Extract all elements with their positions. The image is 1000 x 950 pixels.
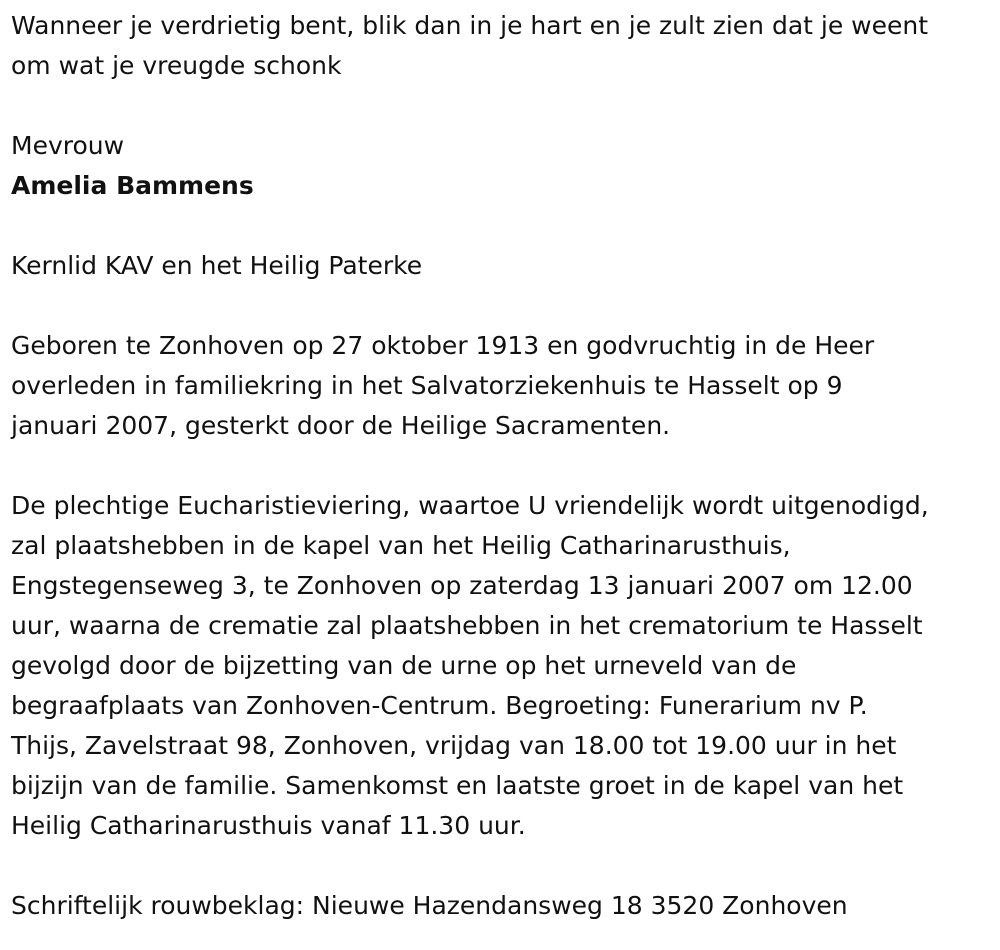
paragraph-line: Thijs, Zavelstraat 98, Zonhoven, vrijdag van 18.00 tot 19.00 uur in het (11, 731, 897, 760)
quote-line: om wat je vreugde schonk (11, 51, 342, 80)
paragraph-line: Heilig Catharinarusthuis vanaf 11.30 uur. (11, 811, 526, 840)
spacer (11, 86, 1000, 126)
condolence-address: Schriftelijk rouwbeklag: Nieuwe Hazendansweg 18 3520 Zonhoven (11, 891, 848, 920)
salutation: Mevrouw (11, 131, 125, 160)
paragraph-line: zal plaatshebben in de kapel van het Heilig Catharinarusthuis, (11, 531, 791, 560)
quote-block (11, 6, 1000, 86)
spacer (11, 846, 1000, 886)
paragraph-line: De plechtige Eucharistieviering, waartoe U vriendelijk wordt uitgenodigd, (11, 491, 929, 520)
paragraph-line: Geboren te Zonhoven op 27 oktober 1913 en godvruchtig in de Heer (11, 331, 875, 360)
birth-death-paragraph (11, 326, 1000, 446)
membership-line: Kernlid KAV en het Heilig Paterke (11, 251, 423, 280)
quote-line: Wanneer je verdrietig bent, blik dan in je hart en je zult zien dat je weent (11, 11, 929, 40)
deceased-name: Amelia Bammens (11, 171, 254, 200)
paragraph-line: overleden in familiekring in het Salvatorziekenhuis te Hasselt op 9 (11, 371, 843, 400)
paragraph-line: gevolgd door de bijzetting van de urne op het urneveld van de (11, 651, 797, 680)
ceremony-paragraph (11, 486, 1000, 846)
spacer (11, 446, 1000, 486)
spacer (11, 206, 1000, 246)
paragraph-line: uur, waarna de crematie zal plaatshebben in het crematorium te Hasselt (11, 611, 923, 640)
paragraph-line: bijzijn van de familie. Samenkomst en laatste groet in de kapel van het (11, 771, 904, 800)
paragraph-line: januari 2007, gesterkt door de Heilige Sacramenten. (11, 411, 671, 440)
paragraph-line: begraafplaats van Zonhoven-Centrum. Begroeting: Funerarium nv P. (11, 691, 868, 720)
spacer (11, 286, 1000, 326)
paragraph-line: Engstegenseweg 3, te Zonhoven op zaterdag 13 januari 2007 om 12.00 (11, 571, 913, 600)
